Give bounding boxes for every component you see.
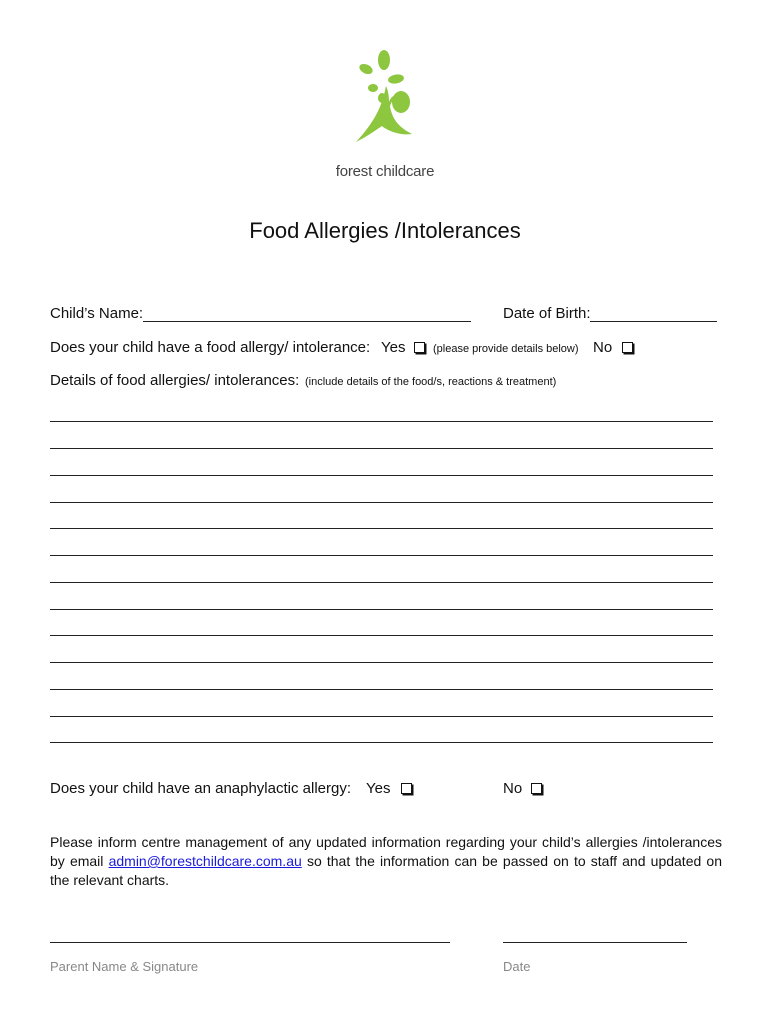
details-line[interactable] [50, 716, 713, 717]
details-line[interactable] [50, 609, 713, 610]
details-line[interactable] [50, 502, 713, 503]
child-name-field[interactable] [143, 321, 471, 322]
anaphylaxis-no-checkbox[interactable] [531, 783, 542, 794]
anaphylaxis-yes-checkbox[interactable] [401, 783, 412, 794]
email-link[interactable]: admin@forestchildcare.com.au [108, 853, 302, 869]
notice-text-before: Please inform centre management of any updated information regarding your child’s allergies /intolerances by email [50, 834, 722, 869]
details-line[interactable] [50, 475, 713, 476]
child-name-label: Child’s Name: [50, 305, 144, 322]
details-line[interactable] [50, 555, 713, 556]
allergy-no-label: No [593, 339, 613, 356]
details-line[interactable] [50, 635, 713, 636]
date-label: Date [503, 959, 531, 974]
details-line[interactable] [50, 448, 713, 449]
anaphylaxis-no-label: No [503, 780, 523, 797]
details-line[interactable] [50, 528, 713, 529]
details-line[interactable] [50, 421, 713, 422]
notice-text-after: so that the information can be passed on to staff and updated on the relevant charts. [50, 853, 723, 888]
allergy-yes-label: Yes [381, 339, 406, 356]
details-label: Details of food allergies/ intolerances: [50, 372, 300, 389]
allergy-yes-note: (please provide details below) [433, 343, 579, 355]
details-line[interactable] [50, 689, 713, 690]
brand-name: forest childcare [335, 163, 435, 180]
date-line[interactable] [503, 942, 687, 943]
details-note: (include details of the food/s, reactions & treatment) [305, 376, 557, 388]
tree-logo-icon [352, 48, 418, 148]
page-title: Food Allergies /Intolerances [249, 218, 521, 243]
details-line[interactable] [50, 662, 713, 663]
allergy-yes-checkbox[interactable] [414, 342, 425, 353]
dob-field[interactable] [590, 321, 717, 322]
notice-paragraph [50, 833, 722, 890]
anaphylaxis-yes-label: Yes [366, 780, 391, 797]
dob-label: Date of Birth: [503, 305, 591, 322]
parent-signature-label: Parent Name & Signature [50, 959, 199, 974]
allergy-no-checkbox[interactable] [622, 342, 633, 353]
anaphylaxis-question: Does your child have an anaphylactic allergy: [50, 780, 352, 797]
allergy-question: Does your child have a food allergy/ intolerance: [50, 339, 371, 356]
details-line[interactable] [50, 582, 713, 583]
parent-signature-line[interactable] [50, 942, 450, 943]
details-line[interactable] [50, 742, 713, 743]
